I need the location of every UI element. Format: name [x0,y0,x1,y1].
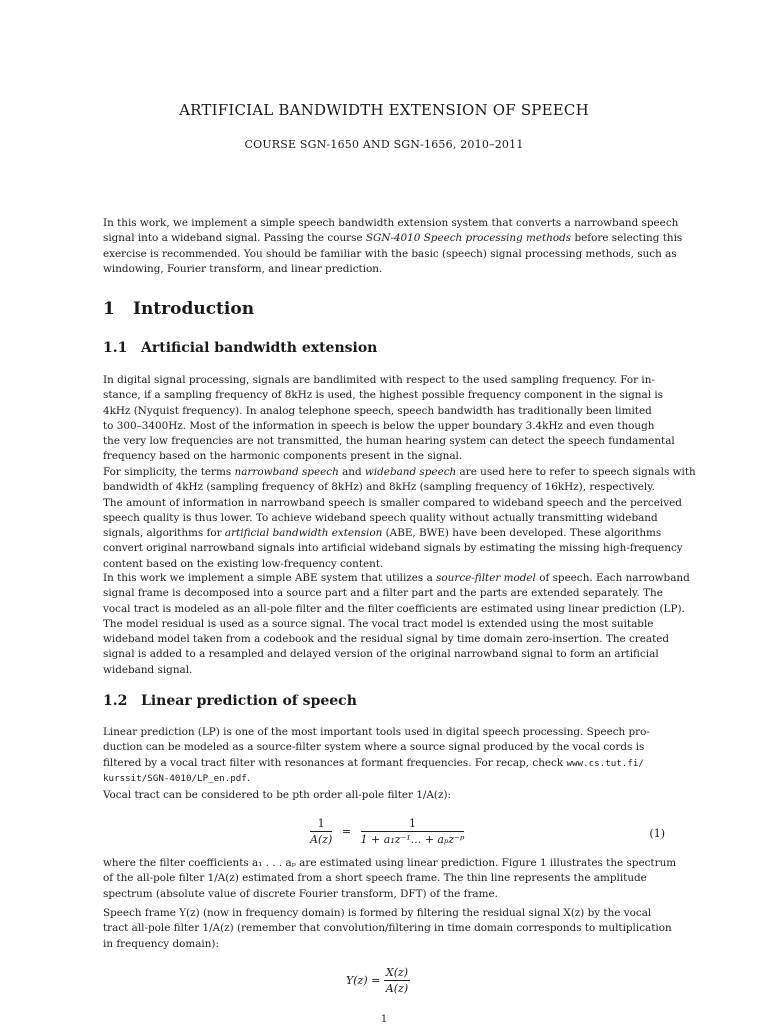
text-run: In this work we implement a simple ABE system that utilizes a [103,572,437,584]
text-line [103,526,665,541]
text-line: bandwidth of 4kHz (sampling frequency of 8kHz) and 8kHz (sampling frequency of 16kHz), respectively. [103,481,656,494]
section-number: 1 [103,299,115,319]
text-line: wideband signal. [103,663,193,676]
text-line: of the all-pole filter 1/A(z) estimated from a short speech frame. The thin line represents the amplitude [103,872,647,885]
text-line: tract all-pole filter 1/A(z) (remember that convolution/filtering in time domain corresponds to multiplication [103,922,672,935]
fraction-denominator: A(z) [310,833,333,846]
text-line: Linear prediction (LP) is one of the most important tools used in digital speech processing. Speech pro- [103,726,650,738]
text-run: filtered by a vocal tract filter with resonances at formant frequencies. For recap, check [103,756,567,769]
paragraph-terms [103,465,696,572]
paragraph-bandlimited [103,373,675,465]
paragraph-speech-frame [103,906,672,952]
text-line: convert original narrowband signals into artificial wideband signals by estimating the missing high-frequency [103,542,683,555]
equals-sign: = [341,825,352,838]
equation-lhs-fraction [310,817,332,846]
text-line: Speech frame Y(z) (now in frequency domain) is formed by filtering the residual signal X(z) by the vocal [103,907,652,919]
text-line: exercise is recommended. You should be familiar with the basic (speech) signal processing methods, such as [103,247,677,260]
text-line: In this work, we implement a simple speech bandwidth extension system that converts a narrowband speech [103,217,679,229]
text-line: where the filter coefficients a₁ . . . aₚ are estimated using linear prediction. Figure 1 illustrates the spectrum [103,857,677,869]
text-line: speech quality is thus lower. To achieve wideband speech quality without actually transmitting wideband [103,511,658,524]
text-line: In digital signal processing, signals are bandlimited with respect to the used sampling frequency. For in- [103,374,655,386]
fraction-numerator: X(z) [385,966,409,979]
subsection-heading-abe [103,340,377,356]
url-link[interactable]: kurssit/SGN-4010/LP_en.pdf [103,772,247,784]
text-run: signals, algorithms for [103,527,225,540]
equation-lhs: Y(z) = [346,974,381,987]
document-title: ARTIFICIAL BANDWIDTH EXTENSION OF SPEECH [179,101,589,119]
text-line: stance, if a sampling frequency of 8kHz is used, the highest possible frequency component in the signal is [103,389,663,402]
text-line [103,465,696,480]
text-line: frequency based on the harmonic components present in the signal. [103,450,463,463]
text-line: to 300–3400Hz. Most of the information in speech is below the upper boundary 3.4kHz and even though [103,419,655,432]
text-line: content based on the existing low-frequency content. [103,557,384,570]
term-emphasis: narrowband speech [234,466,339,478]
subsection-number: 1.2 [103,693,128,709]
text-line [103,571,690,586]
text-line: signal is added to a resampled and delayed version of the original narrowband signal to form an artificial [103,648,659,661]
subsection-title: Linear prediction of speech [141,693,357,709]
text-line [103,756,665,771]
text-line: the very low frequencies are not transmitted, the human hearing system can detect the speech fundamental [103,435,675,448]
text-line: windowing, Fourier transform, and linear prediction. [103,262,383,275]
fraction-denominator: A(z) [385,982,409,995]
text-run: signal into a wideband signal. Passing the course [103,232,366,245]
text-run: of speech. Each narrowband [535,572,690,584]
text-line: wideband model taken from a codebook and the residual signal by time domain zero-insertion. The created [103,633,670,646]
equation-rhs-fraction [361,817,465,846]
paragraph-vocal-tract [103,788,665,803]
text-run: (ABE, BWE) have been developed. These algorithms [382,527,662,540]
text-run: are used here to refer to speech signals with [456,466,696,478]
text-run: and [338,466,365,478]
text-line [103,771,665,786]
text-line: duction can be modeled as a source-filter system where a source signal produced by the vocal cords is [103,741,645,754]
course-subtitle: COURSE SGN-1650 AND SGN-1656, 2010–2011 [244,138,524,151]
fraction-numerator: 1 [361,817,465,832]
text-line: The amount of information in narrowband speech is smaller compared to wideband speech and the perceived [103,496,682,509]
term-emphasis: source-filter model [436,572,536,584]
subsection-number: 1.1 [103,340,128,356]
section-heading-introduction [103,299,254,319]
text-run: For simplicity, the terms [103,466,235,478]
fraction-denominator: 1 + a₁z⁻¹... + aₚz⁻ᵖ [360,833,465,846]
text-line: Vocal tract can be considered to be pth order all-pole filter 1/A(z): [103,789,452,801]
equation-fraction [384,966,410,995]
text-line: 4kHz (Nyquist frequency). In analog telephone speech, speech bandwidth has traditionally been limited [103,404,652,417]
text-run: before selecting this [571,232,683,245]
text-line: vocal tract is modeled as an all-pole filter and the filter coefficients are estimated using linear prediction (LP). [103,602,685,615]
text-line: The model residual is used as a source signal. The vocal tract model is extended using the most suitable [103,617,654,630]
page-number: 1 [380,1014,388,1025]
text-line: signal frame is decomposed into a source part and a filter part and the parts are extended separately. The [103,587,663,600]
text-line: spectrum (absolute value of discrete Fourier transform, DFT) of the frame. [103,887,498,900]
section-title: Introduction [133,299,255,319]
paragraph-lp [103,725,665,786]
text-line: in frequency domain): [103,937,219,950]
url-link[interactable]: www.cs.tut.fi/ [566,757,644,769]
paragraph-abe-system [103,571,690,678]
course-name-emphasis: SGN-4010 Speech processing methods [365,232,572,245]
text-run: . [246,771,251,784]
equation-number: (1) [649,827,665,840]
term-emphasis: wideband speech [364,466,457,478]
fraction-numerator: 1 [310,817,332,832]
subsection-heading-lp [103,693,357,709]
term-emphasis: artificial bandwidth extension [224,527,383,540]
paragraph-coefficients [103,856,677,902]
equation-body [310,817,464,846]
abstract-paragraph [103,216,683,277]
text-line [103,231,683,246]
subsection-title: Artificial bandwidth extension [141,340,378,356]
equation-body [346,966,410,995]
